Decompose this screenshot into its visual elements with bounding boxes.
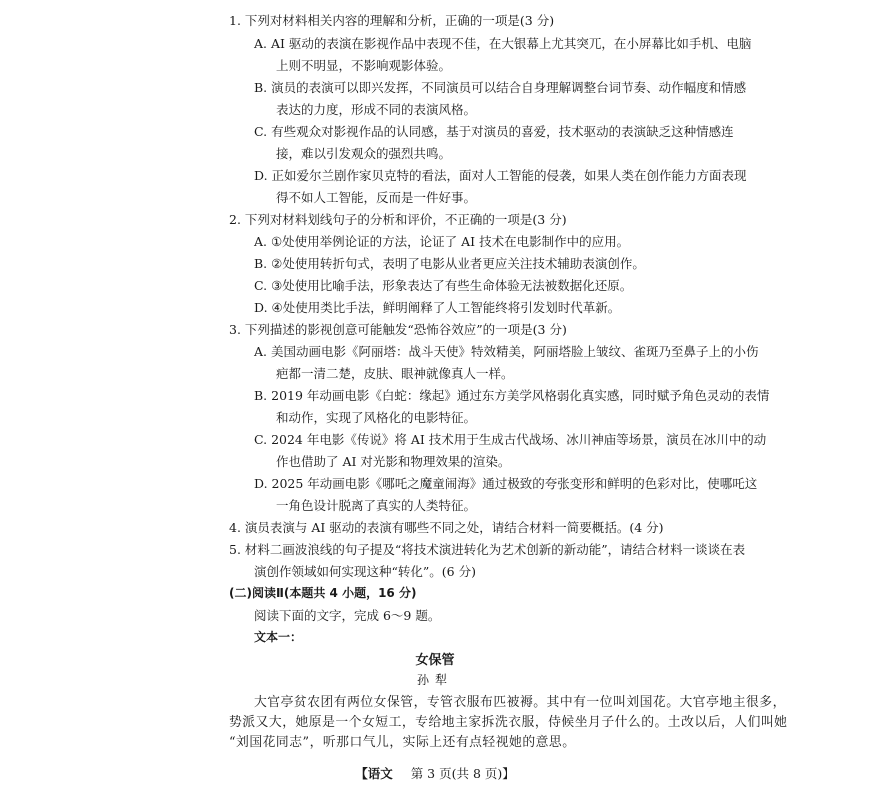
question-1-stem: 1. 下列对材料相关内容的理解和分析，正确的一项是(3 分) bbox=[229, 13, 555, 28]
footer-subject: 【语文 bbox=[355, 766, 393, 781]
q2-option-c: C. ③处使用比喻手法，形象表达了有些生命体验无法被数据化还原。 bbox=[254, 278, 633, 293]
q3-option-d-cont: 一角色设计脱离了真实的人类特征。 bbox=[276, 498, 477, 513]
q1-option-c-cont: 接，难以引发观众的强烈共鸣。 bbox=[276, 146, 452, 161]
q3-option-a-cont: 疤都一清二楚，皮肤、眼神就像真人一样。 bbox=[276, 366, 514, 381]
story-paragraph-1-line-3: “刘国花同志”，听那口气儿，实际上还有点轻视她的意思。 bbox=[229, 735, 576, 750]
story-author: 孙犁 bbox=[416, 673, 453, 687]
question-3-stem: 3. 下列描述的影视创意可能触发“恐怖谷效应”的一项是(3 分) bbox=[229, 322, 567, 337]
q2-option-d: D. ④处使用类比手法，鲜明阐释了人工智能终将引发划时代革新。 bbox=[254, 300, 621, 315]
story-paragraph-1-line-2: 势派又大，她原是一个女短工，专给地主家拆洗衣服，侍候坐月子什么的。土改以后，人们叫她 bbox=[229, 715, 788, 730]
q2-option-b: B. ②处使用转折句式，表明了电影从业者更应关注技术辅助表演创作。 bbox=[254, 256, 645, 271]
question-2-stem: 2. 下列对材料划线句子的分析和评价，不正确的一项是(3 分) bbox=[229, 212, 567, 227]
section-instruction: 阅读下面的文字，完成 6～9 题。 bbox=[254, 608, 441, 623]
q1-option-d: D. 正如爱尔兰剧作家贝克特的看法，面对人工智能的侵袭，如果人类在创作能力方面表现 bbox=[254, 168, 747, 183]
q3-option-c-cont: 作也借助了 AI 对光影和物理效果的渲染。 bbox=[276, 454, 511, 469]
q1-option-d-cont: 得不如人工智能，反而是一件好事。 bbox=[276, 190, 477, 205]
question-4: 4. 演员表演与 AI 驱动的表演有哪些不同之处，请结合材料一简要概括。(4 分) bbox=[229, 520, 664, 535]
section-header: (二)阅读Ⅱ(本题共 4 小题，16 分) bbox=[229, 586, 417, 600]
footer-page-number: 第 3 页(共 8 页)】 bbox=[410, 766, 515, 781]
q3-option-a: A. 美国动画电影《阿丽塔：战斗天使》特效精美，阿丽塔脸上皱纹、雀斑乃至鼻子上的小伤 bbox=[254, 344, 759, 359]
q1-option-c: C. 有些观众对影视作品的认同感，基于对演员的喜爱，技术驱动的表演缺乏这种情感连 bbox=[254, 124, 734, 139]
story-paragraph-1: 大官亭贫农团有两位女保管，专管衣服布匹被褥。其中有一位叫刘国花。大官亭地主很多， bbox=[254, 695, 786, 710]
q3-option-c: C. 2024 年电影《传说》将 AI 技术用于生成古代战场、冰川神庙等场景，演员在冰川中的动 bbox=[254, 432, 767, 447]
q1-option-b-cont: 表达的力度，形成不同的表演风格。 bbox=[276, 102, 477, 117]
q3-option-b: B. 2019 年动画电影《白蛇：缘起》通过东方美学风格弱化真实感，同时赋予角色灵动的表情 bbox=[254, 388, 770, 403]
story-title: 女保管 bbox=[415, 653, 455, 668]
q2-option-a: A. ①处使用举例论证的方法，论证了 AI 技术在电影制作中的应用。 bbox=[254, 234, 630, 249]
page-footer bbox=[0, 767, 870, 781]
question-5-cont: 演创作领域如何实现这种“转化”。(6 分) bbox=[254, 564, 476, 579]
q1-option-b: B. 演员的表演可以即兴发挥，不同演员可以结合自身理解调整台词节奏、动作幅度和情感 bbox=[254, 80, 747, 95]
q3-option-b-cont: 和动作，实现了风格化的电影特征。 bbox=[276, 410, 477, 425]
q1-option-a: A. AI 驱动的表演在影视作品中表现不佳，在大银幕上尤其突兀，在小屏幕比如手机、电脑 bbox=[254, 36, 752, 51]
q3-option-d: D. 2025 年动画电影《哪吒之魔童闹海》通过极致的夸张变形和鲜明的色彩对比，使哪吒这 bbox=[254, 476, 758, 491]
q1-option-a-cont: 上则不明显，不影响观影体验。 bbox=[276, 58, 452, 73]
text-label: 文本一： bbox=[254, 630, 303, 644]
question-5: 5. 材料二画波浪线的句子提及“将技术演进转化为艺术创新的新动能”，请结合材料一谈谈在表 bbox=[229, 542, 746, 557]
